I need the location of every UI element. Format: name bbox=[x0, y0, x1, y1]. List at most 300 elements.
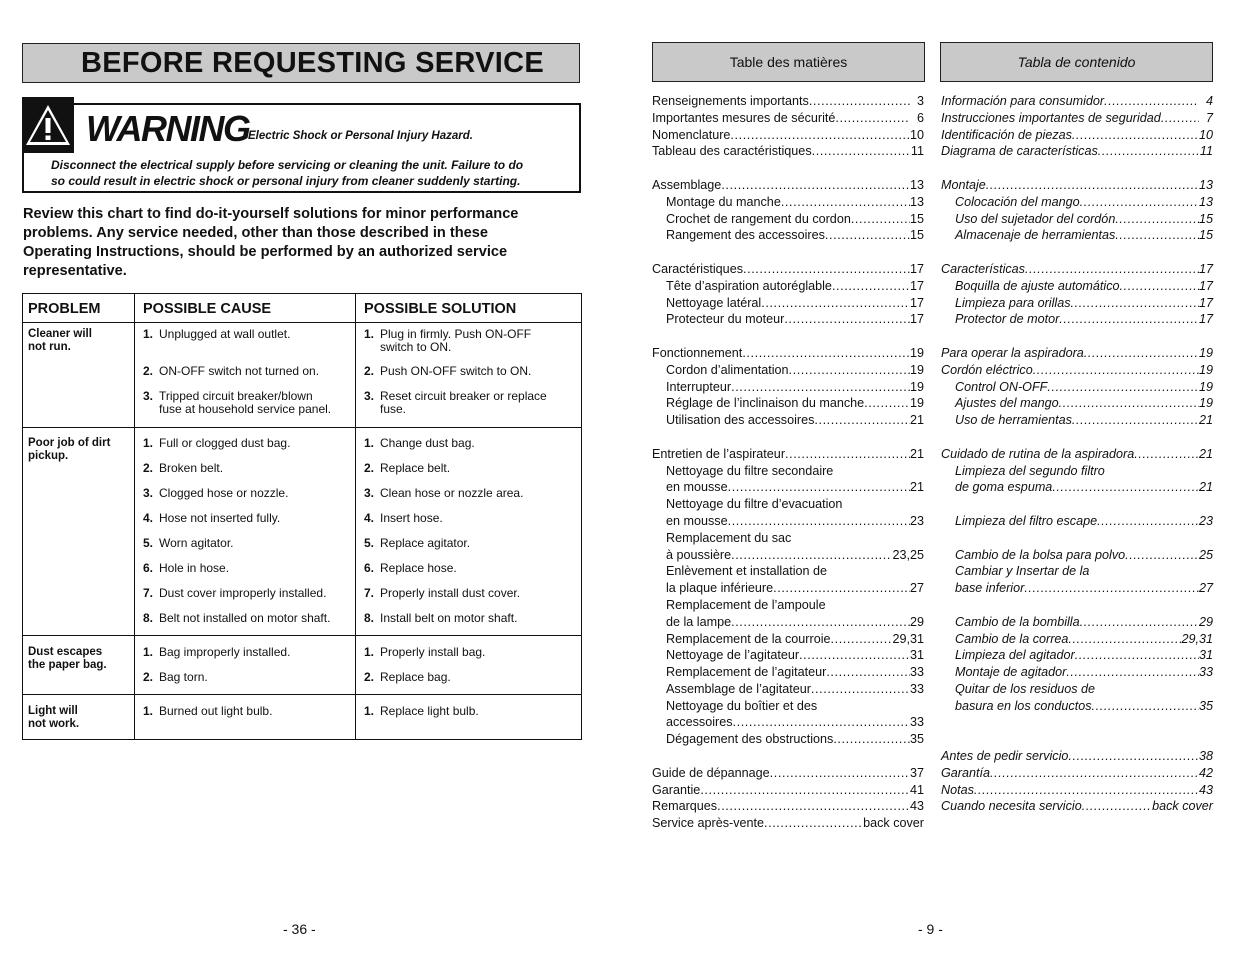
toc-page-number: 31 bbox=[1198, 648, 1213, 663]
solution-item bbox=[364, 365, 531, 378]
item-number: 1. bbox=[143, 436, 154, 450]
toc-page-number: back cover bbox=[863, 816, 924, 831]
toc-page-number: 10 bbox=[1198, 127, 1213, 142]
troubleshooting-table bbox=[22, 293, 582, 740]
toc-entry bbox=[941, 446, 1213, 463]
toc-page-number: 35 bbox=[909, 732, 924, 747]
toc-leader-dots bbox=[733, 714, 910, 731]
cause-text: Belt not installed on motor shaft. bbox=[159, 611, 331, 625]
toc-entry bbox=[652, 664, 924, 681]
toc-leader-dots bbox=[814, 412, 910, 429]
toc-entry-title: de la lampe bbox=[666, 614, 732, 629]
item-number: 1. bbox=[364, 645, 375, 659]
toc-entry-title: Protector de motor bbox=[955, 312, 1060, 327]
toc-entry-title: Uso de herramientas bbox=[955, 413, 1072, 428]
toc-spacer bbox=[652, 748, 924, 765]
problem-cell bbox=[28, 328, 92, 354]
toc-entry-title: Cambio de la bombilla bbox=[955, 614, 1080, 629]
toc-page-number: 10 bbox=[909, 127, 924, 142]
title-text: BEFORE REQUESTING SERVICE bbox=[81, 46, 544, 79]
solution-item bbox=[364, 512, 443, 525]
toc-entry-title: Réglage de l’inclinaison du manche bbox=[666, 396, 865, 411]
toc-leader-dots bbox=[728, 513, 910, 530]
toc-entry-title: Crochet de rangement du cordon bbox=[666, 211, 851, 226]
toc-entry-title: Montaje bbox=[941, 177, 986, 192]
toc-entry bbox=[652, 815, 924, 832]
toc-entry-title: Para operar la aspiradora bbox=[941, 345, 1084, 360]
cause-text: ON-OFF switch not turned on. bbox=[159, 364, 320, 378]
toc-leader-dots bbox=[1075, 647, 1199, 664]
toc-entry bbox=[941, 211, 1213, 228]
toc-entry bbox=[652, 227, 924, 244]
toc-spacer bbox=[941, 731, 1213, 748]
cause-item bbox=[143, 328, 290, 341]
toc-entry bbox=[941, 782, 1213, 799]
toc-leader-dots bbox=[1071, 295, 1199, 312]
toc-page-number: 27 bbox=[1198, 581, 1213, 596]
cause-text bbox=[159, 390, 331, 416]
toc-entry bbox=[941, 563, 1213, 580]
toc-leader-dots bbox=[851, 211, 910, 228]
toc-page-number: 23 bbox=[909, 513, 924, 528]
toc-leader-dots bbox=[1025, 261, 1199, 278]
toc-page-number: 17 bbox=[909, 261, 924, 276]
toc-leader-dots bbox=[1047, 379, 1199, 396]
toc-leader-dots bbox=[986, 177, 1199, 194]
toc-entry bbox=[941, 194, 1213, 211]
toc-spanish bbox=[941, 93, 1213, 815]
cause-item bbox=[143, 671, 208, 684]
review-paragraph bbox=[23, 205, 583, 281]
toc-entry bbox=[941, 362, 1213, 379]
toc-entry bbox=[941, 278, 1213, 295]
item-number: 1. bbox=[364, 327, 375, 341]
toc-leader-dots bbox=[974, 782, 1199, 799]
item-number: 5. bbox=[143, 536, 154, 550]
toc-entry-title: Guide de dépannage bbox=[652, 765, 770, 780]
toc-page-number: 15 bbox=[909, 228, 924, 243]
toc-entry bbox=[652, 412, 924, 429]
toc-page-number: 17 bbox=[909, 295, 924, 310]
toc-leader-dots bbox=[1068, 631, 1181, 648]
toc-page-number: 17 bbox=[1198, 278, 1213, 293]
toc-entry-title: Remarques bbox=[652, 799, 718, 814]
toc-entry bbox=[652, 379, 924, 396]
toc-entry bbox=[941, 479, 1213, 496]
item-number: 3. bbox=[364, 486, 375, 500]
cause-item bbox=[143, 390, 331, 416]
toc-leader-dots bbox=[1033, 362, 1199, 379]
toc-entry-title: basura en los conductos bbox=[955, 698, 1092, 713]
toc-entry bbox=[941, 412, 1213, 429]
toc-entry-title: Interrupteur bbox=[666, 379, 732, 394]
toc-page-number: 6 bbox=[916, 110, 924, 125]
toc-page-number: 19 bbox=[1198, 396, 1213, 411]
toc-entry-title: Montage du manche bbox=[666, 194, 781, 209]
solution-text: Insert hose. bbox=[380, 511, 443, 525]
cause-text: Burned out light bulb. bbox=[159, 704, 273, 718]
toc-entry bbox=[941, 177, 1213, 194]
toc-entry-title: Quitar de los residuos de bbox=[955, 681, 1096, 696]
toc-leader-dots bbox=[832, 278, 910, 295]
review-line: Review this chart to find do-it-yourself solutions for minor performance bbox=[23, 206, 519, 222]
item-number: 2. bbox=[143, 364, 154, 378]
toc-entry-title: de goma espuma bbox=[955, 480, 1053, 495]
solution-text: Install belt on motor shaft. bbox=[380, 611, 518, 625]
toc-page-number: 13 bbox=[1198, 177, 1213, 192]
cause-text: Hose not inserted fully. bbox=[159, 511, 281, 525]
item-number: 6. bbox=[364, 561, 375, 575]
review-line: representative. bbox=[23, 263, 127, 279]
toc-entry-title: Assemblage bbox=[652, 177, 722, 192]
cause-line: fuse at household service panel. bbox=[159, 402, 332, 416]
toc-leader-dots bbox=[812, 143, 910, 160]
toc-page-number: 37 bbox=[909, 765, 924, 780]
toc-entry-title: Remplacement du sac bbox=[666, 530, 792, 545]
toc-page-number: 21 bbox=[909, 413, 924, 428]
toc-leader-dots bbox=[1059, 311, 1199, 328]
toc-page-number: 21 bbox=[1198, 446, 1213, 461]
toc-entry bbox=[652, 765, 924, 782]
toc-spacer bbox=[941, 160, 1213, 177]
toc-entry-title: Control ON-OFF bbox=[955, 379, 1048, 394]
toc-entry bbox=[941, 345, 1213, 362]
solution-item bbox=[364, 562, 457, 575]
toc-leader-dots bbox=[1068, 748, 1199, 765]
toc-page-number: 33 bbox=[1198, 665, 1213, 680]
toc-spacer bbox=[652, 429, 924, 446]
toc-page-number: 13 bbox=[1198, 194, 1213, 209]
toc-entry bbox=[652, 614, 924, 631]
page-number: - 36 - bbox=[283, 921, 316, 937]
toc-entry-title: base inferior bbox=[955, 581, 1025, 596]
cause-item bbox=[143, 365, 319, 378]
toc-entry-title: Instrucciones importantes de seguridad bbox=[941, 110, 1161, 125]
toc-spacer bbox=[941, 597, 1213, 614]
warning-line: so could result in electric shock or personal injury from cleaner suddenly starting. bbox=[51, 173, 521, 188]
toc-entry bbox=[941, 698, 1213, 715]
toc-entry bbox=[652, 782, 924, 799]
toc-entry-title: Ajustes del mango bbox=[955, 396, 1059, 411]
toc-entry-title: Fonctionnement bbox=[652, 345, 743, 360]
problem-cell bbox=[28, 646, 107, 672]
toc-entry bbox=[652, 143, 924, 160]
toc-entry-title: Remplacement de la courroie bbox=[666, 631, 831, 646]
toc-entry bbox=[941, 295, 1213, 312]
toc-page-number: 17 bbox=[1198, 312, 1213, 327]
toc-entry bbox=[941, 647, 1213, 664]
item-number: 2. bbox=[143, 670, 154, 684]
toc-page-number: 7 bbox=[1205, 110, 1213, 125]
warning-heading: WARNING bbox=[86, 108, 250, 149]
toc-entry-title: en mousse bbox=[666, 513, 728, 528]
toc-page-number: 43 bbox=[909, 799, 924, 814]
toc-page-number: 13 bbox=[909, 177, 924, 192]
cause-text: Bag torn. bbox=[159, 670, 208, 684]
toc-spacer bbox=[652, 244, 924, 261]
toc-french bbox=[652, 93, 924, 832]
cause-text: Broken belt. bbox=[159, 461, 224, 475]
problem-line: Cleaner will bbox=[28, 328, 92, 340]
toc-page-number: 13 bbox=[909, 194, 924, 209]
cause-text: Dust cover improperly installed. bbox=[159, 586, 327, 600]
cause-item bbox=[143, 705, 272, 718]
cause-item bbox=[143, 462, 223, 475]
toc-page-number: 33 bbox=[909, 665, 924, 680]
table-divider bbox=[22, 694, 582, 695]
toc-leader-dots bbox=[721, 177, 910, 194]
review-line: problems. Any service needed, other than those described in these bbox=[23, 225, 488, 241]
toc-page-number: 11 bbox=[1199, 144, 1213, 159]
toc-entry bbox=[652, 345, 924, 362]
problem-cell bbox=[28, 705, 79, 731]
toc-page-number: 23 bbox=[1198, 513, 1213, 528]
toc-spacer bbox=[941, 496, 1213, 513]
column-header-solution: POSSIBLE SOLUTION bbox=[364, 301, 517, 317]
toc-entry bbox=[652, 496, 924, 513]
toc-spacer bbox=[652, 160, 924, 177]
toc-entry-title: Colocación del mango bbox=[955, 194, 1080, 209]
toc-page-number: 17 bbox=[1198, 295, 1213, 310]
toc-leader-dots bbox=[742, 345, 910, 362]
cause-item bbox=[143, 487, 288, 500]
problem-line: Light will bbox=[28, 705, 78, 717]
toc-entry bbox=[652, 714, 924, 731]
toc-page-number: 25 bbox=[1198, 547, 1213, 562]
toc-spacer bbox=[941, 244, 1213, 261]
toc-entry bbox=[652, 311, 924, 328]
toc-leader-dots bbox=[809, 93, 910, 110]
toc-page-number: 17 bbox=[909, 312, 924, 327]
problem-cell bbox=[28, 437, 110, 463]
toc-entry bbox=[652, 446, 924, 463]
toc-entry-title: Nettoyage latéral bbox=[666, 295, 762, 310]
toc-entry bbox=[652, 211, 924, 228]
toc-entry-title: Caractéristiques bbox=[652, 261, 743, 276]
solution-item bbox=[364, 705, 479, 718]
toc-page-number: 19 bbox=[909, 362, 924, 377]
review-line: Operating Instructions, should be performed by an authorized service bbox=[23, 244, 508, 260]
toc-leader-dots bbox=[1120, 278, 1199, 295]
item-number: 1. bbox=[143, 645, 154, 659]
toc-entry-title: Limpieza del filtro escape bbox=[955, 513, 1098, 528]
item-number: 2. bbox=[143, 461, 154, 475]
toc-entry bbox=[941, 614, 1213, 631]
warning-line: Disconnect the electrical supply before servicing or cleaning the unit. Failure to do bbox=[51, 158, 524, 172]
toc-leader-dots bbox=[743, 261, 910, 278]
item-number: 3. bbox=[143, 389, 154, 403]
toc-page-number: 42 bbox=[1198, 765, 1213, 780]
toc-leader-dots bbox=[717, 798, 910, 815]
toc-entry bbox=[941, 798, 1213, 815]
solution-text bbox=[380, 390, 547, 416]
warning-triangle-icon bbox=[22, 97, 74, 153]
toc-entry-title: Remplacement de l’ampoule bbox=[666, 597, 826, 612]
toc-entry-title: Remplacement de l’agitateur bbox=[666, 665, 827, 680]
toc-entry bbox=[652, 295, 924, 312]
toc-entry bbox=[652, 194, 924, 211]
toc-entry-title: Utilisation des accessoires bbox=[666, 413, 815, 428]
toc-entry-title: Entretien de l’aspirateur bbox=[652, 446, 786, 461]
toc-entry-title: Enlèvement et installation de bbox=[666, 564, 828, 579]
toc-entry-title: Tableau des caractéristiques bbox=[652, 144, 812, 159]
toc-entry-title: Nettoyage du filtre secondaire bbox=[666, 463, 834, 478]
solution-item bbox=[364, 328, 531, 354]
toc-entry-title: Nettoyage du boîtier et des bbox=[666, 698, 818, 713]
cause-text: Bag improperly installed. bbox=[159, 645, 291, 659]
solution-text: Replace hose. bbox=[380, 561, 457, 575]
toc-page-number: 19 bbox=[909, 396, 924, 411]
toc-entry bbox=[941, 311, 1213, 328]
toc-page-number: 41 bbox=[909, 782, 924, 797]
page-title bbox=[22, 43, 580, 83]
solution-line: Plug in firmly. Push ON-OFF bbox=[380, 327, 532, 341]
cause-item bbox=[143, 562, 229, 575]
cause-text: Worn agitator. bbox=[159, 536, 234, 550]
toc-leader-dots bbox=[1066, 664, 1199, 681]
toc-entry-title: Almacenaje de herramientas bbox=[955, 228, 1116, 243]
toc-entry bbox=[652, 395, 924, 412]
toc-leader-dots bbox=[784, 311, 910, 328]
item-number: 4. bbox=[364, 511, 375, 525]
toc-entry bbox=[652, 479, 924, 496]
cause-text: Full or clogged dust bag. bbox=[159, 436, 291, 450]
toc-page-number: 21 bbox=[1198, 413, 1213, 428]
table-divider bbox=[22, 322, 582, 323]
toc-entry-title: Limpieza del segundo filtro bbox=[955, 463, 1105, 478]
solution-item bbox=[364, 537, 470, 550]
toc-entry bbox=[652, 463, 924, 480]
toc-page-number: 17 bbox=[1198, 261, 1213, 276]
toc-leader-dots bbox=[781, 194, 910, 211]
cause-item bbox=[143, 437, 290, 450]
toc-entry-title: Rangement des accessoires bbox=[666, 228, 825, 243]
toc-entry bbox=[652, 580, 924, 597]
solution-item bbox=[364, 390, 547, 416]
toc-leader-dots bbox=[789, 362, 910, 379]
toc-entry-title: Características bbox=[941, 261, 1025, 276]
toc-entry bbox=[652, 798, 924, 815]
solution-item bbox=[364, 671, 451, 684]
toc-page-number: 38 bbox=[1198, 749, 1213, 764]
toc-leader-dots bbox=[761, 295, 910, 312]
item-number: 1. bbox=[364, 704, 375, 718]
toc-entry bbox=[652, 731, 924, 748]
toc-entry-title: Información para consumidor bbox=[941, 94, 1105, 108]
toc-leader-dots bbox=[1082, 798, 1152, 815]
toc-leader-dots bbox=[1125, 547, 1199, 564]
solution-item bbox=[364, 587, 520, 600]
toc-leader-dots bbox=[811, 681, 910, 698]
toc-entry-title: à poussière bbox=[666, 547, 732, 562]
toc-entry bbox=[941, 580, 1213, 597]
toc-page-number: 21 bbox=[1198, 480, 1213, 495]
cause-text: Unplugged at wall outlet. bbox=[159, 327, 291, 341]
toc-entry bbox=[941, 110, 1213, 127]
toc-entry bbox=[941, 681, 1213, 698]
item-number: 6. bbox=[143, 561, 154, 575]
toc-leader-dots bbox=[1098, 143, 1199, 160]
toc-leader-dots bbox=[1024, 580, 1199, 597]
toc-entry bbox=[652, 698, 924, 715]
table-divider bbox=[22, 427, 582, 428]
toc-page-number: 29 bbox=[909, 614, 924, 629]
toc-leader-dots bbox=[1104, 93, 1199, 110]
toc-entry bbox=[941, 765, 1213, 782]
toc-entry bbox=[652, 177, 924, 194]
cause-item bbox=[143, 587, 326, 600]
toc-entry bbox=[941, 261, 1213, 278]
toc-entry-title: Antes de pedir servicio bbox=[941, 749, 1069, 764]
toc-entry-title: Importantes mesures de sécurité bbox=[652, 110, 836, 125]
toc-page-number: 29,31 bbox=[892, 631, 924, 646]
solution-text: Change dust bag. bbox=[380, 436, 475, 450]
toc-leader-dots bbox=[833, 731, 910, 748]
toc-leader-dots bbox=[1134, 446, 1199, 463]
toc-leader-dots bbox=[773, 580, 910, 597]
solution-item bbox=[364, 437, 475, 450]
toc-entry-title: Diagrama de características bbox=[941, 144, 1098, 159]
solution-item bbox=[364, 462, 450, 475]
problem-line: Dust escapes bbox=[28, 646, 103, 658]
toc-entry-title: accessoires bbox=[666, 715, 733, 730]
toc-leader-dots bbox=[1072, 127, 1199, 144]
toc-header-spanish: Tabla de contenido bbox=[940, 42, 1213, 82]
toc-entry-title: Garantie bbox=[652, 782, 701, 797]
table-divider bbox=[134, 293, 135, 740]
toc-leader-dots bbox=[990, 765, 1199, 782]
toc-page-number: 3 bbox=[916, 94, 924, 108]
toc-leader-dots bbox=[1080, 614, 1199, 631]
problem-line: not work. bbox=[28, 718, 80, 730]
toc-page-number: 29,31 bbox=[1181, 631, 1213, 646]
solution-line: Reset circuit breaker or replace bbox=[380, 389, 547, 403]
toc-entry-title: en mousse bbox=[666, 480, 728, 495]
cause-text: Hole in hose. bbox=[159, 561, 230, 575]
toc-entry bbox=[652, 547, 924, 564]
toc-entry bbox=[941, 748, 1213, 765]
problem-line: the paper bag. bbox=[28, 659, 107, 671]
toc-entry-title: la plaque inférieure bbox=[666, 581, 774, 596]
toc-entry-title: Notas bbox=[941, 782, 974, 797]
item-number: 5. bbox=[364, 536, 375, 550]
toc-page-number: 11 bbox=[910, 144, 924, 159]
toc-spacer bbox=[941, 328, 1213, 345]
toc-leader-dots bbox=[831, 631, 893, 648]
cause-item bbox=[143, 646, 290, 659]
cause-item bbox=[143, 612, 330, 625]
toc-entry bbox=[652, 631, 924, 648]
toc-page-number: 29 bbox=[1198, 614, 1213, 629]
solution-text: Replace bag. bbox=[380, 670, 451, 684]
toc-page-number: 15 bbox=[1198, 211, 1213, 226]
solution-text: Replace light bulb. bbox=[380, 704, 479, 718]
toc-leader-dots bbox=[1084, 345, 1199, 362]
toc-entry-title: Montaje de agitador bbox=[955, 665, 1067, 680]
toc-spacer bbox=[652, 328, 924, 345]
toc-entry bbox=[652, 261, 924, 278]
toc-leader-dots bbox=[835, 110, 910, 127]
toc-entry bbox=[652, 513, 924, 530]
toc-leader-dots bbox=[700, 782, 910, 799]
toc-entry-title: Service après-vente bbox=[652, 816, 764, 831]
solution-item bbox=[364, 612, 517, 625]
toc-entry-title: Assemblage de l’agitateur bbox=[666, 681, 811, 696]
solution-item bbox=[364, 487, 523, 500]
toc-entry bbox=[941, 664, 1213, 681]
toc-leader-dots bbox=[826, 664, 910, 681]
toc-entry bbox=[941, 93, 1213, 110]
